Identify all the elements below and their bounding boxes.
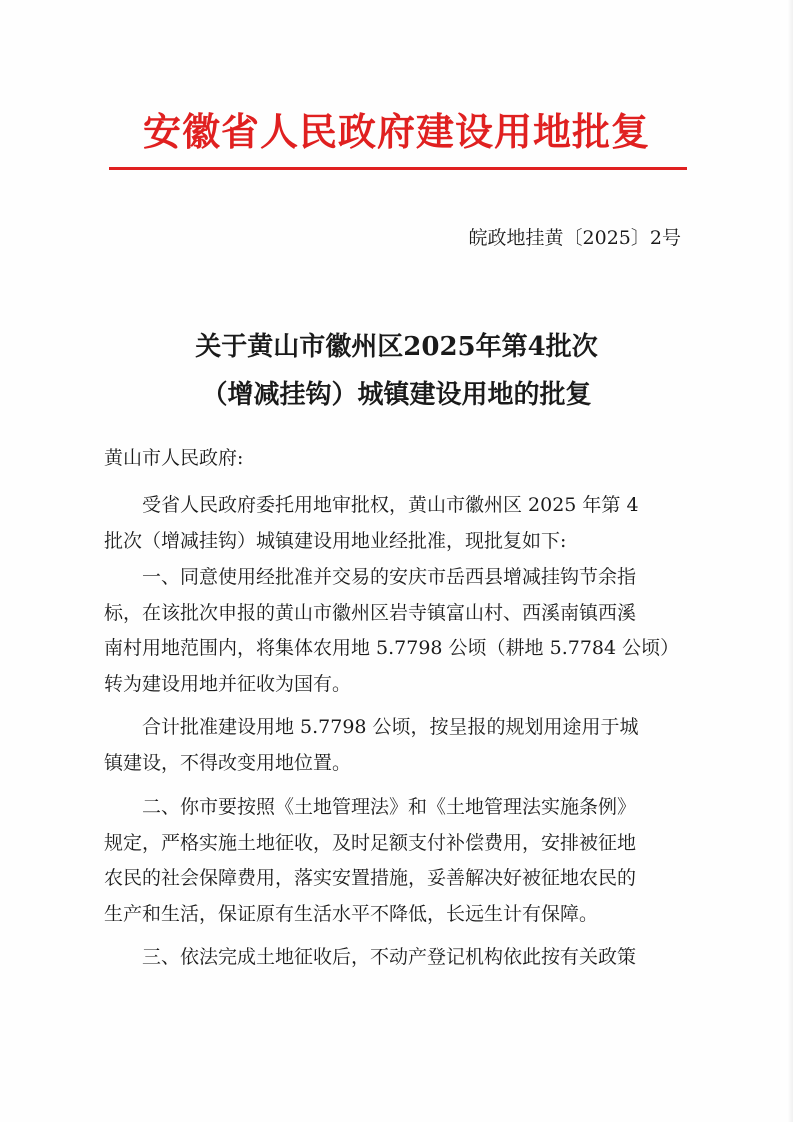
paragraph-2-line: 一、同意使用经批准并交易的安庆市岳西县增减挂钩节余指 xyxy=(142,566,637,588)
paragraph-1-line: 受省人民政府委托用地审批权，黄山市徽州区 2025 年第 4 xyxy=(142,494,639,516)
document-number: 皖政地挂黄〔2025〕2号 xyxy=(468,227,681,249)
document-title-line-2: （增减挂钩）城镇建设用地的批复 xyxy=(201,380,592,410)
paragraph-3-line: 合计批准建设用地 5.7798 公顷，按呈报的规划用途用于城 xyxy=(142,716,639,738)
document-header-title: 安徽省人民政府建设用地批复 xyxy=(142,109,650,154)
document-title xyxy=(0,323,793,419)
paragraph-2-line: 南村用地范围内，将集体农用地 5.7798 公顷（耕地 5.7784 公顷） xyxy=(104,637,680,659)
paragraph-5-line: 三、依法完成土地征收后，不动产登记机构依此按有关政策 xyxy=(142,946,637,968)
paragraph-3-line: 镇建设，不得改变用地位置。 xyxy=(104,752,352,774)
paragraph-2-line: 转为建设用地并征收为国有。 xyxy=(104,673,352,695)
red-header-rule xyxy=(109,167,687,170)
paragraph-4-line: 二、你市要按照《土地管理法》和《土地管理法实施条例》 xyxy=(142,796,637,818)
paragraph-1-line: 批次（增减挂钩）城镇建设用地业经批准，现批复如下: xyxy=(104,530,567,552)
paragraph-4-line: 农民的社会保障费用，落实安置措施，妥善解决好被征地农民的 xyxy=(104,867,637,889)
paragraph-4-line: 生产和生活，保证原有生活水平不降低，长远生计有保障。 xyxy=(104,903,599,925)
scan-edge-shadow xyxy=(787,0,793,1122)
paragraph-4-line: 规定，严格实施土地征收，及时足额支付补偿费用，安排被征地 xyxy=(104,832,637,854)
salutation: 黄山市人民政府: xyxy=(104,447,244,469)
document-title-line-1: 关于黄山市徽州区2025年第4批次 xyxy=(195,332,598,362)
paragraph-2-line: 标，在该批次申报的黄山市徽州区岩寺镇富山村、西溪南镇西溪 xyxy=(104,602,637,624)
